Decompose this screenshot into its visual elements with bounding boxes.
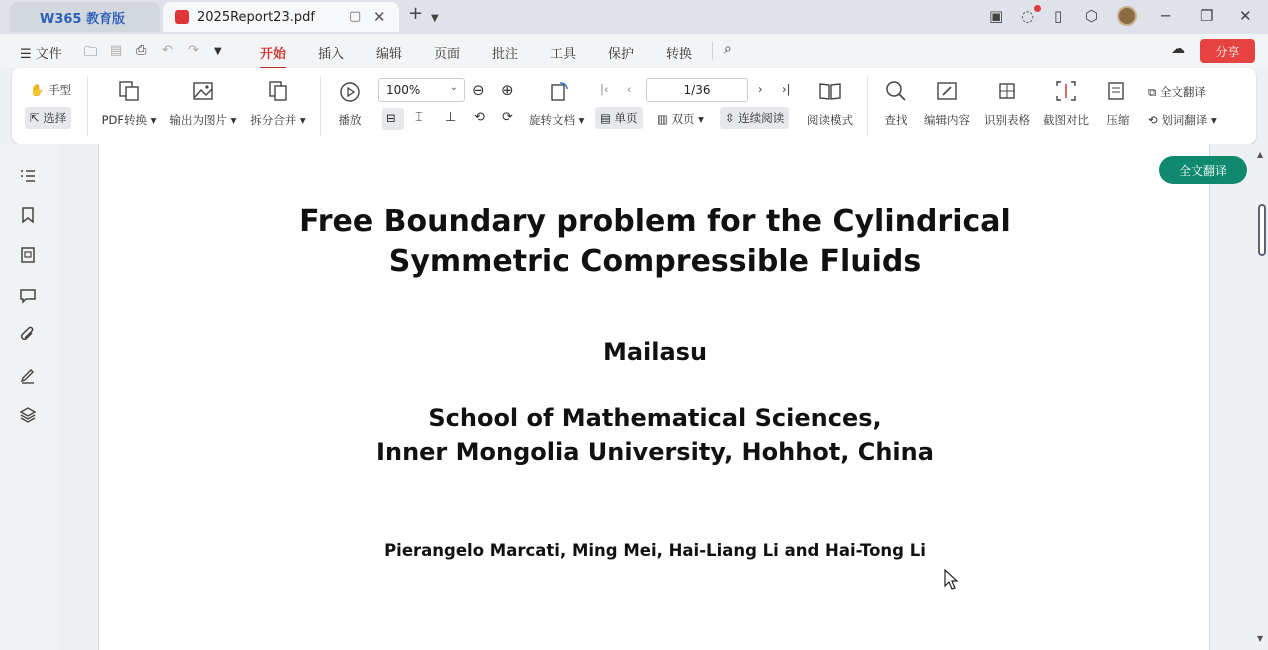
last-page-icon[interactable]: ›| xyxy=(782,82,791,96)
cloud-upload-icon[interactable]: ☁ xyxy=(1171,41,1185,57)
pdf-file-icon xyxy=(175,10,189,24)
cube-icon[interactable]: ⬡ xyxy=(1085,7,1099,25)
coauthors-line: Pierangelo Marcati, Ming Mei, Hai-Liang Li and Hai-Tong Li xyxy=(384,541,926,560)
find-icon[interactable] xyxy=(885,80,907,102)
close-window-icon[interactable]: ✕ xyxy=(1239,7,1252,25)
pdf-page[interactable] xyxy=(98,144,1210,650)
left-sidebar xyxy=(0,144,58,650)
title-bar xyxy=(0,0,1268,34)
file-menu-label: 文件 xyxy=(35,47,62,62)
paper-title-line-1: Free Boundary problem for the Cylindrical xyxy=(299,204,1011,239)
tab-start[interactable]: 开始 xyxy=(260,43,286,62)
zoom-value: 100% xyxy=(386,83,421,97)
selection-translate-button[interactable]: ⟲ 划词翻译 ▾ xyxy=(1148,113,1217,127)
home-tab-label: W365 教育版 xyxy=(40,11,126,27)
restore-icon[interactable]: ❐ xyxy=(1200,7,1214,25)
share-button[interactable] xyxy=(1200,39,1255,63)
single-page-button[interactable]: ▤ 单页 xyxy=(595,107,643,129)
tab-annotate[interactable]: 批注 xyxy=(492,47,519,62)
next-page-icon[interactable]: › xyxy=(758,82,763,96)
ribbon-divider xyxy=(87,76,88,136)
edit-content-label[interactable]: 编辑内容 xyxy=(924,113,970,127)
message-icon[interactable]: ◌ xyxy=(1021,7,1035,25)
zoom-select[interactable] xyxy=(378,78,465,102)
affiliation-line-1: School of Mathematical Sciences, xyxy=(428,404,882,432)
avatar[interactable] xyxy=(1117,6,1137,26)
rotate-right-icon[interactable]: ⟳ xyxy=(502,110,513,125)
document-tab-label: 2025Report23.pdf xyxy=(197,9,315,25)
edit-content-icon[interactable] xyxy=(936,80,958,102)
tab-tools[interactable]: 工具 xyxy=(550,47,577,62)
notification-dot xyxy=(1034,5,1041,12)
translate-button-label: 全文翻译 xyxy=(1178,163,1227,178)
tab-home[interactable] xyxy=(10,2,160,32)
undo-icon[interactable]: ↶ xyxy=(162,43,173,58)
play-icon[interactable] xyxy=(339,81,361,103)
tab-insert[interactable]: 插入 xyxy=(318,47,345,62)
affiliation-line-2: Inner Mongolia University, Hohhot, China xyxy=(376,438,934,466)
redo-icon[interactable]: ↷ xyxy=(188,43,199,58)
split-merge-icon[interactable] xyxy=(267,80,289,102)
tab-page[interactable]: 页面 xyxy=(434,47,461,62)
prev-page-icon[interactable]: ‹ xyxy=(627,82,632,96)
export-image-label[interactable]: 输出为图片 ▾ xyxy=(169,113,237,127)
scroll-up-arrow-icon[interactable]: ▲ xyxy=(1257,150,1264,159)
select-tool-button[interactable]: ⇱ 选择 xyxy=(25,107,71,129)
hand-tool-label: 手型 xyxy=(47,83,71,97)
reading-mode-icon[interactable] xyxy=(818,80,842,102)
screenshot-compare-icon[interactable] xyxy=(1055,80,1077,102)
tab-close-icon[interactable]: ✕ xyxy=(373,8,386,26)
find-label[interactable]: 查找 xyxy=(884,113,908,127)
paper-author: Mailasu xyxy=(602,338,708,366)
ribbon-toolbar xyxy=(12,68,1256,144)
screenshot-compare-label[interactable]: 截图对比 xyxy=(1043,113,1089,127)
quick-access-chevron-icon[interactable]: ▼ xyxy=(214,46,222,57)
menu-divider xyxy=(712,42,713,60)
tab-document[interactable] xyxy=(163,2,399,32)
reading-mode-label[interactable]: 阅读模式 xyxy=(807,113,853,127)
pdf-convert-icon[interactable] xyxy=(118,80,140,102)
rotate-left-icon[interactable]: ⟲ xyxy=(474,110,485,125)
pdf-convert-label[interactable]: PDF转换 ▾ xyxy=(101,113,157,127)
rotate-document-button[interactable]: 旋转文档 ▾ xyxy=(529,113,585,127)
cloud-photo-icon[interactable]: ▣ xyxy=(989,7,1004,25)
zoom-in-icon[interactable]: ⊕ xyxy=(501,81,514,99)
chevron-down-icon: ⌄ xyxy=(449,82,458,93)
window-layout-icon[interactable]: ▯ xyxy=(1054,7,1063,25)
tab-convert[interactable]: 转换 xyxy=(666,47,693,62)
first-page-icon[interactable]: |‹ xyxy=(600,82,609,96)
page-number-input[interactable] xyxy=(646,78,748,102)
rotate-document-icon[interactable] xyxy=(548,80,570,102)
share-label: 分享 xyxy=(1215,44,1240,59)
paper-title-line-2: Symmetric Compressible Fluids xyxy=(388,244,922,279)
ribbon-divider xyxy=(320,76,321,136)
scrollbar-thumb[interactable] xyxy=(1258,204,1266,256)
bookmark-icon[interactable] xyxy=(19,206,37,224)
layers-icon[interactable] xyxy=(19,406,37,424)
new-tab-icon[interactable]: + xyxy=(408,3,424,24)
compress-label[interactable]: 压缩 xyxy=(1106,113,1130,127)
full-translate-floating-button[interactable] xyxy=(1159,156,1247,184)
tab-list-chevron-icon[interactable]: ▼ xyxy=(431,13,439,24)
recognize-table-icon[interactable] xyxy=(996,80,1018,102)
signature-icon[interactable] xyxy=(19,366,37,384)
play-label[interactable]: 播放 xyxy=(338,113,362,127)
hand-tool-button[interactable]: ✋ 手型 xyxy=(30,83,71,97)
full-translate-button[interactable]: ⧉ 全文翻译 xyxy=(1148,85,1206,99)
minimize-icon[interactable]: ─ xyxy=(1161,7,1171,25)
fit-page-icon[interactable]: ⌶ xyxy=(415,110,423,125)
export-image-icon[interactable] xyxy=(192,80,214,102)
tab-edit[interactable]: 编辑 xyxy=(376,47,403,62)
menu-bar xyxy=(0,34,1268,68)
attachment-icon[interactable] xyxy=(19,326,37,344)
print-icon[interactable]: ⎙ xyxy=(136,43,147,58)
open-folder-icon[interactable]: 🗀 xyxy=(84,45,98,60)
mouse-cursor-icon xyxy=(944,569,960,591)
continuous-read-button[interactable]: ⇳ 连续阅读 xyxy=(720,107,789,129)
ribbon-divider xyxy=(867,76,868,136)
search-icon[interactable]: ⌕ xyxy=(724,41,732,57)
fit-width-icon[interactable]: ⊟ xyxy=(382,108,404,130)
outline-icon[interactable] xyxy=(19,168,37,184)
double-page-button[interactable]: ▥ 双页 ▾ xyxy=(657,112,704,126)
zoom-out-icon[interactable]: ⊖ xyxy=(472,81,485,99)
recognize-table-label[interactable]: 识别表格 xyxy=(984,113,1030,127)
tab-preview-icon[interactable]: ▢ xyxy=(349,9,362,24)
main-menu-button[interactable]: ☰ 文件 xyxy=(20,47,62,62)
compress-icon[interactable] xyxy=(1106,80,1128,102)
actual-size-icon[interactable]: ⊥ xyxy=(445,110,457,125)
select-tool-label: 选择 xyxy=(43,111,67,125)
thumbnail-icon[interactable] xyxy=(19,246,37,264)
page-number-value: 1/36 xyxy=(683,83,711,97)
save-icon[interactable]: ▤ xyxy=(110,43,123,58)
split-merge-label[interactable]: 拆分合并 ▾ xyxy=(250,113,306,127)
scroll-down-arrow-icon[interactable]: ▼ xyxy=(1257,634,1264,643)
comment-icon[interactable] xyxy=(19,287,37,305)
tab-protect[interactable]: 保护 xyxy=(608,47,635,62)
